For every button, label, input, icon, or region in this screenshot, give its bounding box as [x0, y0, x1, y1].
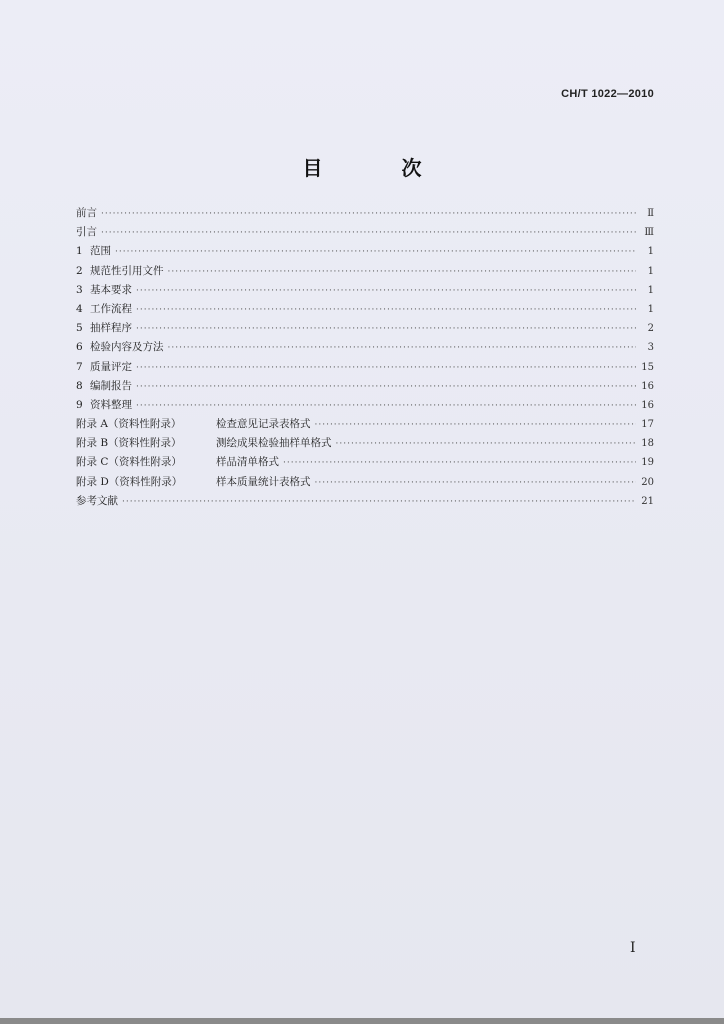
toc-entry — [76, 453, 654, 472]
toc-entry-text: 规范性引用文件 — [90, 264, 164, 277]
toc-leader-dots — [336, 435, 637, 454]
toc-entry-label — [76, 319, 132, 338]
toc-entry-label — [76, 242, 111, 261]
toc-entry-text: 参考文献 — [76, 494, 118, 507]
toc-entry — [76, 377, 654, 396]
toc-entry — [76, 473, 654, 492]
toc-entry — [76, 492, 654, 511]
toc-entry-number: 9 — [76, 398, 83, 411]
toc-entry-label — [76, 415, 311, 434]
toc-entry-number: 7 — [76, 360, 83, 373]
toc-entry-text: 测绘成果检验抽样单格式 — [216, 437, 332, 450]
toc-entry-number: 6 — [76, 341, 83, 354]
toc-leader-dots — [101, 224, 636, 243]
toc-entry-text: 编制报告 — [90, 379, 132, 392]
toc-entry-label — [76, 300, 132, 319]
toc-leader-dots — [115, 243, 636, 262]
toc-entry-page: 19 — [641, 457, 654, 469]
toc-leader-dots — [136, 320, 636, 339]
toc-leader-dots — [101, 205, 636, 224]
toc-entry-number: 2 — [76, 264, 83, 277]
toc-entry — [76, 204, 654, 223]
toc-entry-text: 检查意见记录表格式 — [216, 418, 311, 431]
toc-entry-page: Ⅱ — [647, 208, 654, 219]
toc-entry-text: 检验内容及方法 — [90, 341, 164, 354]
toc-entry-text: 引言 — [76, 226, 97, 239]
toc-entry-label — [76, 358, 132, 377]
standard-code: CH/T 1022—2010 — [561, 88, 654, 100]
toc-entry-text: 范围 — [90, 245, 111, 258]
toc-entry — [76, 415, 654, 434]
toc-entry-page: 15 — [641, 361, 654, 373]
toc-entry-number: 4 — [76, 302, 83, 315]
toc-entry-page: 3 — [647, 342, 654, 354]
toc-entry-page: 16 — [641, 399, 654, 411]
toc-entry-number: 5 — [76, 322, 83, 335]
table-of-contents — [76, 204, 654, 511]
toc-entry-page: 21 — [641, 495, 654, 507]
toc-leader-dots — [168, 339, 637, 358]
toc-entry — [76, 300, 654, 319]
toc-entry — [76, 242, 654, 261]
toc-leader-dots — [136, 359, 636, 378]
toc-title: 目 次 — [302, 156, 458, 180]
toc-entry — [76, 396, 654, 415]
toc-entry-text: 资料整理 — [90, 398, 132, 411]
toc-entry-number: 8 — [76, 379, 83, 392]
toc-leader-dots — [168, 263, 637, 282]
toc-entry-page: 20 — [641, 476, 654, 488]
toc-entry-page: 1 — [647, 303, 654, 315]
toc-leader-dots — [136, 301, 636, 320]
toc-entry-page: 1 — [647, 265, 654, 277]
toc-entry — [76, 358, 654, 377]
toc-leader-dots — [136, 282, 636, 301]
toc-leader-dots — [283, 454, 636, 473]
toc-entry-page: 1 — [647, 246, 654, 258]
toc-entry — [76, 281, 654, 300]
toc-entry — [76, 223, 654, 242]
toc-entry-text: 工作流程 — [90, 302, 132, 315]
toc-leader-dots — [136, 378, 636, 397]
toc-entry-number: 1 — [76, 245, 83, 258]
toc-entry-page: 1 — [647, 284, 654, 296]
toc-entry — [76, 338, 654, 357]
toc-entry-label — [76, 473, 311, 492]
toc-leader-dots — [122, 493, 636, 512]
toc-entry-label — [76, 396, 132, 415]
toc-entry-appendix-prefix: 附录 A（资料性附录） — [76, 418, 182, 431]
toc-entry-number: 3 — [76, 283, 83, 296]
toc-entry-text: 抽样程序 — [90, 322, 132, 335]
toc-entry-appendix-prefix: 附录 D（资料性附录） — [76, 475, 183, 488]
toc-leader-dots — [136, 397, 636, 416]
page-number: I — [630, 940, 636, 956]
toc-entry-text: 前言 — [76, 207, 97, 219]
toc-entry-page: 17 — [641, 419, 654, 431]
toc-entry — [76, 319, 654, 338]
toc-entry-appendix-prefix: 附录 C（资料性附录） — [76, 456, 182, 469]
toc-entry-label — [76, 223, 97, 242]
toc-entry-text: 样本质量统计表格式 — [216, 475, 311, 488]
toc-entry-page: 16 — [641, 380, 654, 392]
toc-entry-appendix-prefix: 附录 B（资料性附录） — [76, 437, 182, 450]
toc-entry-label — [76, 492, 118, 511]
toc-entry — [76, 262, 654, 281]
toc-entry-label — [76, 262, 164, 281]
toc-entry-text: 样品清单格式 — [216, 456, 279, 469]
toc-entry-label — [76, 281, 132, 300]
toc-entry-page: Ⅲ — [644, 227, 654, 239]
toc-entry-label — [76, 204, 97, 223]
toc-entry-label — [76, 434, 332, 453]
toc-entry-page: 2 — [647, 323, 654, 335]
toc-entry-text: 质量评定 — [90, 360, 132, 373]
toc-entry-label — [76, 338, 164, 357]
toc-leader-dots — [315, 416, 637, 435]
toc-entry-label — [76, 453, 279, 472]
toc-entry — [76, 434, 654, 453]
toc-entry-label — [76, 377, 132, 396]
toc-entry-text: 基本要求 — [90, 283, 132, 296]
toc-leader-dots — [315, 474, 637, 493]
toc-entry-page: 18 — [641, 438, 654, 450]
